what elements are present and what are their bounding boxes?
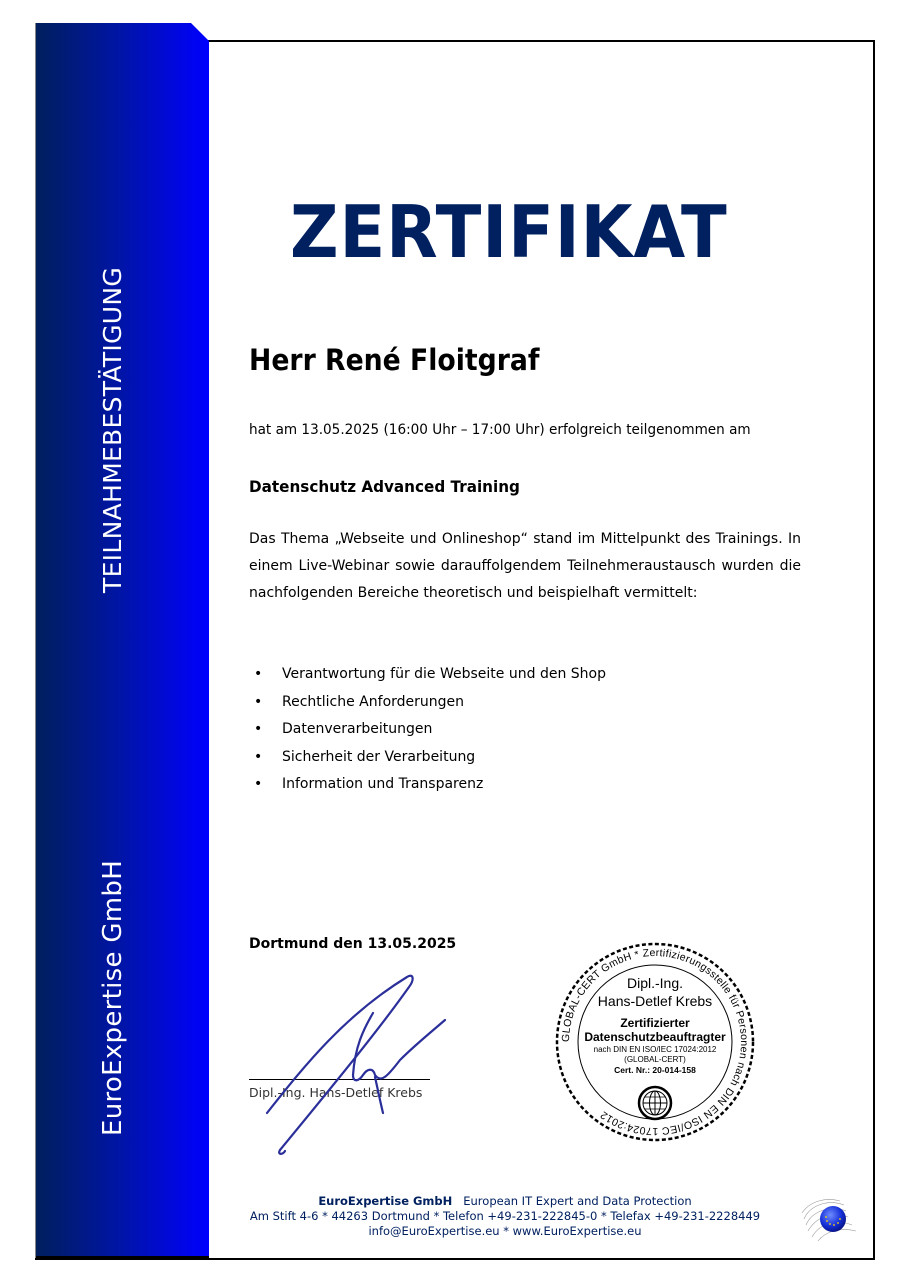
bullet-icon: •: [254, 776, 263, 792]
stamp-ring-text: GLOBAL-CERT GmbH * Zertifizierungsstelle für Personen nach DIN EN ISO/IEC 17024:2012: [559, 946, 751, 1138]
sidebar-company-name: EuroExpertise GmbH: [98, 859, 128, 1136]
footer-line-1: [230, 1194, 780, 1209]
topic-label: Sicherheit der Verarbeitung: [282, 748, 476, 765]
stamp-issuer: (GLOBAL-CERT): [624, 1055, 686, 1064]
course-description: Das Thema „Webseite und Onlineshop“ stand im Mittelpunkt des Trainings. In einem Live-Webinar sowie darauffolgendem Teilnehmeraustausch wurden die nachfolgenden Bereiche theoretisch und beispielhaft vermittelt:: [249, 531, 801, 601]
stamp-cert-number: Cert. Nr.: 20-014-158: [614, 1065, 696, 1075]
topic-label: Information und Transparenz: [282, 776, 484, 792]
course-name: Datenschutz Advanced Training: [249, 477, 520, 496]
stamp-holder-name: Hans-Detlef Krebs: [597, 993, 713, 1009]
list-item: [249, 744, 606, 772]
list-item: [249, 689, 606, 717]
handwritten-signature: [255, 965, 455, 1165]
topic-label: Verantwortung für die Webseite und den Shop: [282, 666, 606, 682]
euro-globe-logo-icon: [800, 1197, 860, 1242]
stamp-title-line: Dipl.-Ing.: [626, 975, 684, 991]
stamp-certified-line: Zertifizierter: [620, 1016, 690, 1030]
signer-name: Dipl.-Ing. Hans-Detlef Krebs: [249, 1085, 423, 1100]
footer-address: Am Stift 4-6 * 44263 Dortmund * Telefon +49-231-222845-0 * Telefax +49-231-2228449: [249, 1209, 761, 1223]
footer-contact: info@EuroExpertise.eu * www.EuroExpertise.eu: [368, 1224, 642, 1238]
certification-stamp: [553, 940, 757, 1144]
topic-label: Rechtliche Anforderungen: [282, 693, 465, 710]
bullet-icon: •: [254, 748, 263, 765]
place-date: Dortmund den 13.05.2025: [249, 936, 457, 952]
globe-icon: [639, 1087, 671, 1119]
stamp-standard: nach DIN EN ISO/IEC 17024:2012: [593, 1045, 717, 1054]
topics-list: [249, 661, 606, 799]
recipient-name: Herr René Floitgraf: [249, 343, 540, 377]
footer: [230, 1194, 780, 1239]
certificate-title: ZERTIFIKAT: [290, 190, 728, 274]
footer-company: EuroExpertise GmbH: [318, 1194, 453, 1208]
stamp-role: Datenschutzbeauftragter: [584, 1030, 726, 1044]
list-item: [249, 661, 606, 689]
topic-label: Datenverarbeitungen: [282, 721, 433, 737]
list-item: [249, 771, 606, 799]
bullet-icon: •: [254, 666, 263, 682]
attendance-line: hat am 13.05.2025 (16:00 Uhr – 17:00 Uhr) erfolgreich teilgenommen am: [249, 422, 751, 438]
bullet-icon: •: [254, 693, 263, 710]
sidebar-vertical-title: TEILNAHMEBESTÄTIGUNG: [98, 266, 127, 593]
sidebar-edge: [35, 23, 36, 1258]
list-item: [249, 716, 606, 744]
bullet-icon: •: [254, 721, 263, 737]
footer-tagline: European IT Expert and Data Protection: [463, 1194, 692, 1208]
